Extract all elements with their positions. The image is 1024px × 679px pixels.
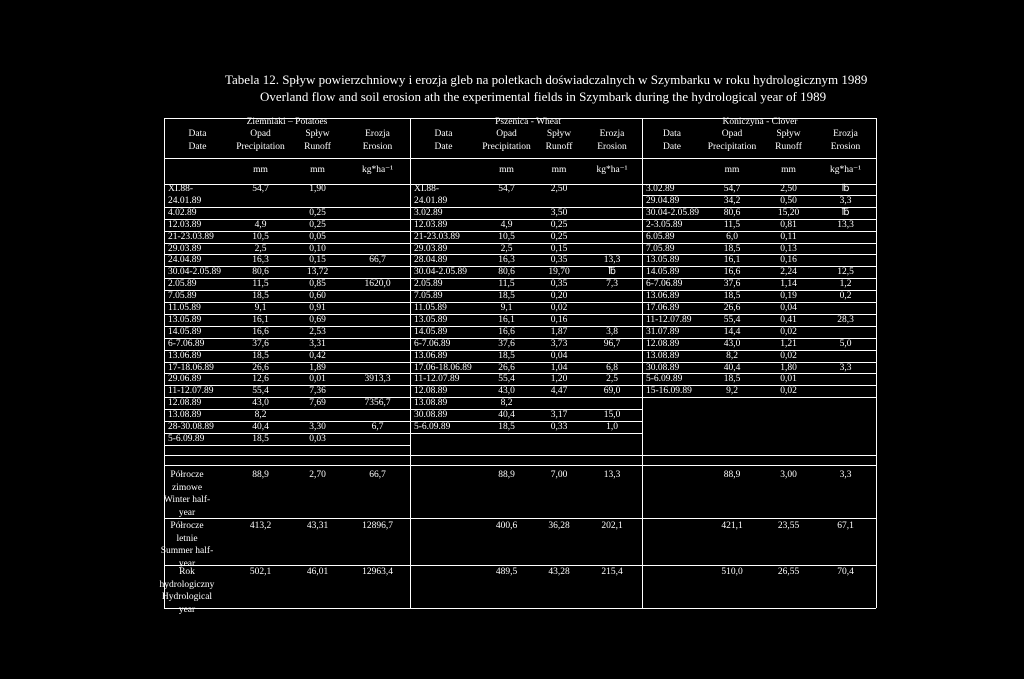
runoff-cell: 0,25	[550, 231, 568, 242]
erosion-cell: 28,3	[837, 314, 854, 325]
precipitation-cell: 16,6	[723, 267, 741, 278]
erosion-cell: 7,3	[606, 279, 618, 290]
precipitation-cell: 43,0	[498, 386, 515, 397]
precipitation-cell: 80,6	[252, 267, 269, 278]
date-cell: 7.05.89	[168, 291, 197, 302]
table-title-polish: Tabela 12. Spływ powierzchniowy i erozja gleb na poletkach doświadczalnych w Szymbarku w roku hydrologicznym 1989	[225, 72, 868, 87]
precipitation-cell: 80,6	[498, 267, 515, 278]
column-header: Precipitation	[707, 142, 757, 152]
date-cell: 3.02.89	[414, 207, 443, 218]
runoff-cell: 0,35	[550, 279, 568, 290]
date-cell: 12.08.89	[168, 398, 202, 409]
date-cell: 13.06.89	[646, 291, 680, 302]
date-cell: XI.88-	[414, 184, 440, 194]
runoff-cell: 0,16	[780, 255, 797, 266]
precipitation-cell: 16,1	[252, 314, 269, 325]
summary-value: 7,00	[550, 470, 568, 480]
date-cell: 6.05.89	[646, 231, 675, 242]
column-header: Runoff	[304, 142, 331, 152]
summary-row-border	[164, 565, 876, 566]
precipitation-cell: 18,5	[252, 433, 269, 444]
date-cell: 11-12.07.89	[414, 374, 460, 385]
summary-label: letnie	[176, 533, 198, 544]
date-cell: 5-6.09.89	[414, 422, 451, 432]
runoff-cell: 0,91	[309, 303, 326, 313]
column-header: Data	[663, 129, 681, 139]
summary-value: 2,70	[309, 470, 326, 480]
column-header: Date	[188, 142, 207, 152]
date-cell: 14.05.89	[168, 326, 202, 337]
summary-row-border	[164, 518, 876, 519]
table-left-border	[164, 118, 165, 608]
precipitation-cell: 40,4	[723, 362, 741, 373]
group-title-wheat: Pszenica - Wheat	[495, 117, 561, 127]
date-cell: 6-7.06.89	[168, 338, 205, 349]
date-cell: 30.04-2.05.89	[168, 267, 222, 278]
runoff-cell: 2,50	[780, 184, 797, 194]
date-cell: 29.06.89	[168, 374, 202, 385]
date-cell: 3.02.89	[646, 184, 675, 194]
runoff-cell: 0,50	[780, 195, 797, 206]
unit-label: mm	[499, 165, 514, 175]
column-header: Erosion	[362, 142, 393, 152]
runoff-cell: 4,47	[550, 386, 568, 397]
precipitation-cell: 16,3	[498, 255, 515, 266]
date-cell: 13.05.89	[414, 314, 448, 325]
erosion-cell: 3913,3	[364, 374, 391, 385]
erosion-cell: 1620,0	[364, 279, 391, 290]
summary-value: 421,1	[721, 521, 743, 531]
runoff-cell: 0,02	[550, 303, 568, 313]
precipitation-cell: 14,4	[723, 326, 741, 337]
erosion-cell: 1,2	[839, 279, 852, 290]
runoff-cell: 0,02	[780, 350, 797, 361]
precipitation-cell: 9,2	[726, 386, 738, 397]
date-cell: 12.03.89	[414, 219, 448, 230]
runoff-cell: 0,04	[550, 350, 568, 361]
unit-label: kg*ha⁻¹	[361, 165, 394, 175]
runoff-cell: 0,10	[309, 243, 326, 254]
summary-value: 46,01	[306, 567, 329, 577]
summary-value: 88,9	[252, 470, 269, 480]
column-header: Spływ	[776, 129, 801, 139]
precipitation-cell: 4,9	[254, 219, 267, 230]
erosion-cell: 13,3	[603, 255, 621, 266]
erosion-cell: 66,7	[369, 255, 386, 266]
summary-value: 23,55	[777, 521, 800, 531]
precipitation-cell: 2,5	[500, 243, 513, 254]
runoff-cell: 0,19	[780, 291, 797, 302]
summary-value: 12963,4	[362, 567, 393, 577]
date-cell: 29.04.89	[646, 195, 680, 206]
date-cell: 13.05.89	[646, 255, 680, 266]
precipitation-cell: 54,7	[252, 184, 269, 194]
runoff-cell: 0,85	[309, 279, 326, 290]
summary-label: Hydrological	[161, 592, 213, 602]
erosion-cell: ℔	[608, 267, 616, 278]
runoff-cell: 1,20	[550, 374, 568, 385]
section-divider	[410, 118, 411, 608]
runoff-cell: 1,21	[780, 338, 797, 349]
date-cell: 12.08.89	[646, 338, 680, 349]
row-separator	[164, 445, 410, 446]
summary-value: 12896,7	[362, 521, 393, 531]
runoff-cell: 0,03	[309, 433, 326, 444]
column-header: Erosion	[830, 142, 861, 152]
date-cell: 24.01.89	[168, 195, 202, 206]
runoff-cell: 0,42	[309, 350, 326, 361]
runoff-cell: 2,50	[550, 184, 568, 194]
runoff-cell: 0,05	[309, 231, 326, 242]
precipitation-cell: 18,5	[252, 350, 269, 361]
date-cell: 5-6.09.89	[646, 374, 683, 385]
erosion-cell: 3,3	[839, 362, 852, 373]
precipitation-cell: 12,6	[252, 374, 269, 385]
summary-value: 67,1	[837, 521, 854, 531]
precipitation-cell: 40,4	[252, 422, 269, 432]
date-cell: 29.03.89	[414, 243, 448, 254]
precipitation-cell: 37,6	[498, 338, 515, 349]
precipitation-cell: 43,0	[723, 338, 741, 349]
runoff-cell: 0,15	[550, 243, 568, 254]
erosion-cell: 6,8	[606, 362, 618, 373]
summary-label: Półrocze	[170, 470, 204, 480]
precipitation-cell: 18,5	[498, 291, 515, 302]
date-cell: 28.04.89	[414, 255, 448, 266]
summary-label: zimowe	[171, 482, 203, 493]
runoff-cell: 7,69	[309, 398, 326, 409]
column-header: Erosion	[597, 142, 627, 152]
precipitation-cell: 55,4	[252, 386, 269, 397]
group-title-clover: Koniczyna - Clover	[722, 117, 798, 127]
precipitation-cell: 18,5	[723, 374, 741, 385]
data-bottom-border	[164, 455, 876, 456]
date-cell: 12.08.89	[414, 386, 448, 397]
column-header: Erozja	[365, 129, 390, 139]
summary-value: 13,3	[603, 470, 621, 480]
runoff-cell: 0,60	[309, 291, 326, 302]
column-header: Date	[434, 142, 453, 152]
summary-value: 43,31	[306, 521, 329, 531]
column-header: Erozja	[833, 129, 858, 139]
date-cell: 21-23.03.89	[414, 231, 460, 242]
date-cell: 30.04-2.05.89	[646, 207, 700, 218]
column-header: Opad	[721, 129, 743, 139]
table-bottom-border	[164, 608, 876, 609]
erosion-cell: 1,0	[606, 422, 618, 432]
header-bottom-border	[164, 158, 876, 159]
precipitation-cell: 10,5	[498, 231, 515, 242]
precipitation-cell: 34,2	[723, 195, 741, 206]
date-cell: 24.04.89	[168, 255, 202, 266]
unit-label: mm	[724, 165, 740, 175]
precipitation-cell: 4,9	[500, 219, 513, 230]
unit-label: kg*ha⁻¹	[829, 165, 862, 175]
summary-label: Półrocze	[170, 521, 204, 531]
runoff-cell: 1,89	[309, 362, 326, 373]
precipitation-cell: 11,5	[723, 219, 741, 230]
date-cell: 6-7.06.89	[646, 279, 683, 290]
runoff-cell: 0,02	[780, 326, 797, 337]
runoff-cell: 3,17	[550, 410, 568, 421]
date-cell: 28-30.08.89	[168, 422, 214, 432]
row-separator	[410, 207, 642, 208]
column-header: Data	[188, 129, 207, 139]
summary-value: 413,2	[249, 521, 272, 531]
summary-value: 43,28	[548, 567, 570, 577]
runoff-cell: 3,30	[309, 422, 326, 432]
precipitation-cell: 16,3	[252, 255, 269, 266]
runoff-cell: 0,69	[309, 314, 326, 325]
precipitation-cell: 26,6	[498, 362, 515, 373]
date-cell: 13.05.89	[168, 314, 202, 325]
date-cell: 13.06.89	[414, 350, 448, 361]
erosion-cell: ℔	[841, 207, 850, 218]
precipitation-cell: 16,1	[498, 314, 515, 325]
date-cell: 4.02.89	[168, 207, 197, 218]
precipitation-cell: 2,5	[254, 243, 267, 254]
section-divider	[642, 118, 643, 608]
runoff-cell: 1,87	[550, 326, 568, 337]
precipitation-cell: 10,5	[252, 231, 269, 242]
date-cell: 29.03.89	[168, 243, 202, 254]
precipitation-cell: 37,6	[723, 279, 741, 290]
erosion-cell: 69,0	[603, 386, 621, 397]
summary-label: Summer half-	[160, 546, 214, 556]
date-cell: 2.05.89	[414, 279, 443, 290]
row-separator	[410, 433, 642, 434]
date-cell: 2-3.05.89	[646, 219, 683, 230]
erosion-cell: 12,5	[837, 267, 854, 278]
erosion-cell: 3,8	[606, 326, 618, 337]
precipitation-cell: 18,5	[723, 291, 741, 302]
runoff-cell: 19,70	[548, 267, 570, 278]
column-header: Opad	[496, 129, 517, 139]
date-cell: 17.06-18.06.89	[414, 362, 472, 373]
runoff-cell: 0,01	[309, 374, 326, 385]
runoff-cell: 0,35	[550, 255, 568, 266]
runoff-cell: 0,20	[550, 291, 568, 302]
erosion-cell: 15,0	[603, 410, 621, 421]
runoff-cell: 2,53	[309, 326, 326, 337]
table-title-english: Overland flow and soil erosion ath the experimental fields in Szymbark during the hydrological year of 1989	[260, 89, 827, 104]
precipitation-cell: 37,6	[252, 338, 269, 349]
group-title-potatoes: Ziemniaki – Potatoes	[246, 117, 328, 127]
precipitation-cell: 8,2	[726, 350, 738, 361]
column-header: Erozja	[599, 129, 625, 139]
summary-value: 215,4	[601, 567, 623, 577]
precipitation-cell: 18,5	[498, 422, 515, 432]
runoff-cell: 7,36	[309, 386, 326, 397]
runoff-cell: 1,14	[780, 279, 797, 290]
precipitation-cell: 16,1	[723, 255, 741, 266]
date-cell: 11.05.89	[414, 303, 447, 313]
erosion-cell: 5,0	[839, 338, 852, 349]
precipitation-cell: 54,7	[723, 184, 741, 194]
precipitation-cell: 55,4	[723, 314, 741, 325]
column-header: Precipitation	[236, 142, 285, 152]
column-header: Precipitation	[482, 142, 531, 152]
date-cell: 7.05.89	[414, 291, 443, 302]
runoff-cell: 0,02	[780, 386, 797, 397]
date-cell: 15-16.09.89	[646, 386, 692, 397]
date-cell: 14.05.89	[414, 326, 448, 337]
summary-label: year	[178, 558, 196, 569]
summary-value: 26,55	[777, 567, 800, 577]
column-header: Opad	[250, 129, 271, 139]
runoff-cell: 0,13	[780, 243, 797, 254]
summary-label: hydrologiczny	[159, 579, 215, 590]
precipitation-cell: 16,6	[498, 326, 515, 337]
precipitation-cell: 18,5	[498, 350, 515, 361]
erosion-cell: 6,7	[371, 422, 384, 432]
column-header: Spływ	[305, 129, 330, 139]
erosion-cell: 96,7	[603, 338, 621, 349]
date-cell: 24.01.89	[414, 195, 448, 206]
date-cell: 17.06.89	[646, 303, 680, 313]
summary-label: year	[178, 507, 196, 518]
runoff-cell: 1,04	[550, 362, 568, 373]
erosion-cell: ℔	[841, 184, 850, 194]
date-cell: 6-7.06.89	[414, 338, 451, 349]
runoff-cell: 3,31	[309, 338, 326, 349]
precipitation-cell: 26,6	[723, 303, 741, 313]
summary-value: 3,3	[839, 470, 852, 480]
erosion-cell: 2,5	[606, 374, 618, 385]
summary-value: 510,0	[721, 567, 743, 577]
date-cell: XI.88-	[168, 184, 194, 194]
date-cell: 30.04-2.05.89	[414, 267, 468, 278]
row-separator	[164, 290, 410, 291]
unit-label: mm	[781, 165, 796, 175]
precipitation-cell: 43,0	[252, 398, 269, 409]
row-separator	[164, 207, 410, 208]
runoff-cell: 0,04	[780, 303, 797, 313]
runoff-cell: 0,33	[550, 422, 568, 432]
runoff-cell: 15,20	[777, 207, 800, 218]
date-cell: 31.07.89	[646, 326, 680, 337]
summary-value: 66,7	[369, 470, 386, 480]
column-header: Spływ	[546, 129, 572, 139]
runoff-cell: 1,80	[780, 362, 797, 373]
unit-label: mm	[310, 165, 325, 175]
runoff-cell: 0,01	[780, 374, 797, 385]
runoff-cell: 1,90	[309, 184, 326, 194]
precipitation-cell: 16,6	[252, 326, 269, 337]
runoff-cell: 13,72	[306, 267, 329, 278]
column-header: Runoff	[775, 142, 802, 152]
date-cell: 2.05.89	[168, 279, 197, 290]
date-cell: 7.05.89	[646, 243, 675, 254]
precipitation-cell: 18,5	[252, 291, 269, 302]
precipitation-cell: 11,5	[498, 279, 515, 290]
summary-value: 3,00	[780, 470, 797, 480]
runoff-cell: 0,81	[780, 219, 797, 230]
summary-value: 70,4	[837, 567, 854, 577]
unit-label: mm	[551, 165, 567, 175]
date-cell: 5-6.09.89	[168, 433, 205, 444]
summary-value: 88,9	[723, 470, 741, 480]
row-separator	[642, 397, 876, 398]
erosion-cell: 3,3	[839, 195, 852, 206]
row-separator	[410, 290, 642, 291]
date-cell: 30.08.89	[646, 362, 680, 373]
runoff-cell: 3,73	[550, 338, 568, 349]
precipitation-cell: 18,5	[723, 243, 741, 254]
summary-label: Winter half-	[163, 495, 211, 505]
runoff-cell: 0,25	[550, 219, 568, 230]
erosion-cell: 13,3	[837, 219, 854, 230]
column-header: Data	[434, 129, 453, 139]
summary-label: year	[178, 604, 196, 615]
runoff-cell: 0,41	[780, 314, 797, 325]
summary-value: 88,9	[498, 470, 515, 480]
runoff-cell: 0,16	[550, 314, 568, 325]
unit-label: mm	[253, 165, 268, 175]
precipitation-cell: 6,0	[726, 231, 738, 242]
erosion-cell: 7356,7	[364, 398, 391, 409]
precipitation-cell: 26,6	[252, 362, 269, 373]
date-cell: 11-12.07.89	[168, 386, 214, 397]
runoff-cell: 0,25	[309, 207, 326, 218]
summary-value: 489,5	[495, 567, 518, 577]
runoff-cell: 0,25	[309, 219, 326, 230]
date-cell: 13.06.89	[168, 350, 202, 361]
date-cell: 11-12.07.89	[646, 314, 692, 325]
date-cell: 11.05.89	[168, 303, 201, 313]
summary-value: 502,1	[249, 567, 272, 577]
row-separator	[642, 231, 876, 232]
date-cell: 12.03.89	[168, 219, 202, 230]
date-cell: 30.08.89	[414, 410, 448, 421]
runoff-cell: 2,24	[780, 267, 797, 278]
summary-label: Rok	[179, 567, 195, 577]
precipitation-cell: 80,6	[723, 207, 741, 218]
runoff-cell: 3,50	[550, 207, 568, 218]
precipitation-cell: 8,2	[254, 410, 267, 421]
column-header: Runoff	[545, 142, 573, 152]
summary-value: 400,6	[495, 521, 518, 531]
summary-top-border	[164, 465, 876, 466]
date-cell: 21-23.03.89	[168, 231, 214, 242]
precipitation-cell: 55,4	[498, 374, 515, 385]
row-separator	[642, 243, 876, 244]
date-cell: 17-18.06.89	[168, 362, 214, 373]
date-cell: 14.05.89	[646, 267, 680, 278]
summary-value: 36,28	[548, 521, 570, 531]
column-header: Date	[663, 142, 681, 152]
date-cell: 13.08.89	[414, 398, 448, 409]
precipitation-cell: 9,1	[500, 303, 513, 313]
unit-label: kg*ha⁻¹	[596, 165, 628, 175]
precipitation-cell: 8,2	[500, 398, 513, 409]
date-cell: 13.08.89	[646, 350, 680, 361]
date-cell: 13.08.89	[168, 410, 202, 421]
precipitation-cell: 11,5	[252, 279, 269, 290]
precipitation-cell: 40,4	[498, 410, 515, 421]
runoff-cell: 0,15	[309, 255, 326, 266]
summary-value: 202,1	[601, 521, 623, 531]
erosion-cell: 0,2	[839, 291, 852, 302]
precipitation-cell: 54,7	[498, 184, 515, 194]
table-right-border	[876, 118, 877, 608]
precipitation-cell: 9,1	[254, 303, 267, 313]
units-bottom-border	[164, 184, 876, 185]
runoff-cell: 0,11	[780, 231, 797, 242]
